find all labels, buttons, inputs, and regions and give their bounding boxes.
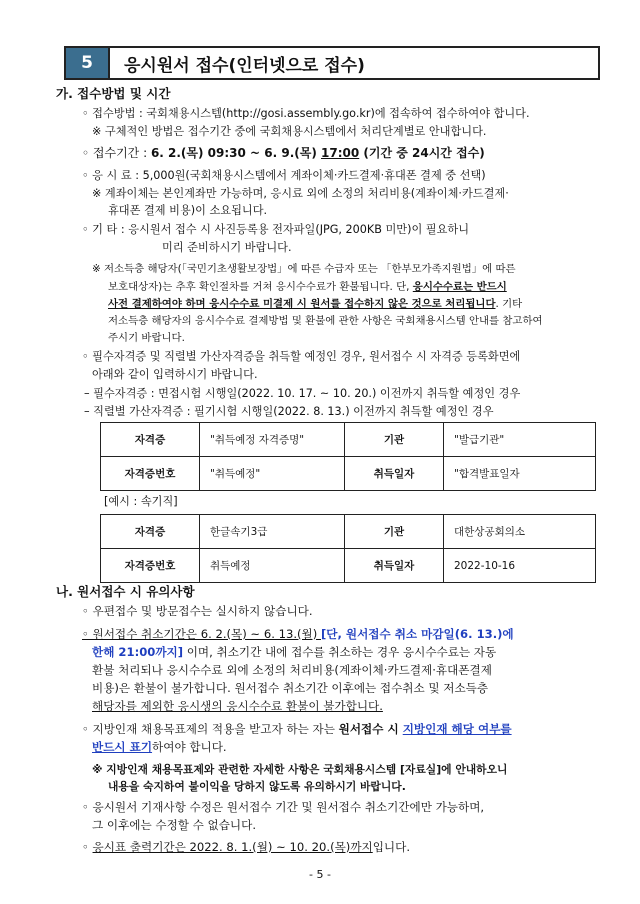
local-note-2: 내용을 숙지하여 불이익을 당하지 않도록 유의하시기 바랍니다.	[108, 780, 406, 793]
cert-line-2: 아래와 같이 입력하시기 바랍니다.	[92, 368, 258, 381]
section-title: 응시원서 접수(인터넷으로 접수)	[124, 55, 365, 76]
low-income-4: 저소득층 해당자의 응시수수료 결제방법 및 환불에 관한 사항은 국회채용시스템 안내를 참고하여	[108, 315, 543, 327]
table-row	[101, 515, 596, 549]
example-table	[100, 514, 596, 583]
method-line: ◦ 접수방법 : 국회채용시스템(http://gosi.assembly.go.kr)에 접속하여 접수하여야 합니다.	[82, 107, 530, 120]
fee-line: ◦ 응 시 료 : 5,000원(국회채용시스템에서 계좌이체·카드결제·휴대폰 결제 중 선택)	[82, 169, 486, 182]
local-line-1-text: ◦ 지방인재 채용목표제의 적용을 받고자 하는 자는	[82, 722, 339, 736]
table-cell: 대한상공회의소	[444, 515, 596, 549]
cancel-line-1	[82, 627, 514, 642]
table-cell: "합격발표일자	[444, 457, 596, 491]
print-bullet: ◦	[82, 840, 93, 854]
page-number: - 5 -	[309, 868, 331, 881]
cancel-deadline: [단, 원서접수 취소 마감일(6. 13.)에	[320, 627, 514, 641]
cancel-line-4: 비용)은 환불이 불가합니다. 원서접수 취소기간 이후에는 접수취소 및 저소득층	[92, 681, 489, 695]
table-row	[101, 457, 596, 491]
period-note: (기간 중 24시간 접수)	[359, 146, 485, 160]
table-cell: 취득일자	[345, 457, 444, 491]
heading-b: 나. 원서접수 시 유의사항	[56, 584, 195, 599]
table-cell: 한글속기3급	[200, 515, 345, 549]
low-income-1: ※ 저소득층 해당자(「국민기초생활보장법」에 따른 수급자 또는 「한부모가족지원법」에 따른	[92, 263, 516, 275]
cancel-line-3: 환불 처리되나 응시수수료 외에 소정의 처리비용(계좌이체·카드결제·휴대폰결제	[92, 663, 492, 677]
cancel-line-2	[92, 645, 496, 660]
table-cell: 2022-10-16	[444, 549, 596, 583]
table-cell: 취득예정	[200, 549, 345, 583]
edit-line-1: ◦ 응시원서 기재사항 수정은 원서접수 기간 및 원서접수 취소기간에만 가능하며,	[82, 800, 485, 814]
cancel-deadline-time: 한해 21:00까지]	[92, 645, 184, 659]
period-label: ◦ 접수기간 :	[82, 146, 151, 160]
cancel-period: ◦ 원서접수 취소기간은 6. 2.(목) ~ 6. 13.(월)	[82, 627, 321, 641]
etc-line-1: ◦ 기 타 : 응시원서 접수 시 사진등록용 전자파일(JPG, 200KB 미만)이 필요하니	[82, 223, 470, 236]
table-cell: 기관	[345, 515, 444, 549]
low-income-2-emph: 응시수수료는 반드시	[412, 281, 507, 293]
low-income-2-text: 보호대상자)는 추후 확인절차를 거쳐 응시수수료가 환불됩니다. 단,	[108, 281, 413, 293]
table-cell: 취득일자	[345, 549, 444, 583]
low-income-3-text: . 기타	[495, 298, 523, 310]
table-row	[101, 423, 596, 457]
local-line-1-bold: 원서접수 시	[338, 722, 403, 736]
section-header	[64, 46, 600, 80]
cert-line-1: ◦ 필수자격증 및 직렬별 가산자격증을 취득할 예정인 경우, 원서접수 시 자격증 등록화면에	[82, 350, 521, 363]
method-note: ※ 구체적인 방법은 접수기간 중에 국회채용시스템에서 처리단계별로 안내합니다.	[92, 125, 487, 138]
edit-line-2: 그 이후에는 수정할 수 없습니다.	[92, 818, 257, 832]
cancel-line-2-text: 이며, 취소기간 내에 접수를 취소하는 경우 응시수수료는 자동	[183, 645, 497, 659]
low-income-3-emph: 사전 결제하여야 하며 응시수수료 미결제 시 원서를 접수하지 않은 것으로 처리됩니다	[108, 298, 496, 310]
print-period: 응시표 출력기간은 2022. 8. 1.(월) ~ 10. 20.(목)까지	[92, 840, 373, 854]
cert-table	[100, 422, 596, 491]
local-line-2-emph: 반드시 표기	[92, 740, 153, 754]
local-note-1: ※ 지방인재 채용목표제와 관련한 자세한 사항은 국회채용시스템 [자료실]에 안내하오니	[92, 763, 508, 776]
cert-additional: – 직렬별 가산자격증 : 필기시험 시행일(2022. 8. 13.) 이전까지 취득할 예정인 경우	[84, 405, 494, 418]
table-cell: "취득예정 자격증명"	[200, 423, 345, 457]
cert-required: – 필수자격증 : 면접시험 시행일(2022. 10. 17. ~ 10. 20.) 이전까지 취득할 예정인 경우	[84, 387, 521, 400]
table-cell: 자격증번호	[101, 549, 200, 583]
period-deadline: 17:00	[321, 146, 360, 160]
print-end: 입니다.	[372, 840, 411, 854]
cancel-line-5: 해당자를 제외한 응시생의 응시수수료 환불이 불가합니다.	[92, 699, 383, 713]
local-line-2	[92, 740, 227, 755]
table-cell: "발급기관"	[444, 423, 596, 457]
period-dates: 6. 2.(목) 09:30 ~ 6. 9.(목)	[150, 146, 322, 160]
table-cell: 자격증	[101, 423, 200, 457]
table-cell: 기관	[345, 423, 444, 457]
low-income-5: 주시기 바랍니다.	[108, 332, 185, 344]
table-cell: 자격증번호	[101, 457, 200, 491]
local-line-1-emph: 지방인재 해당 여부를	[402, 722, 512, 736]
mail-line: ◦ 우편접수 및 방문접수는 실시하지 않습니다.	[82, 604, 313, 618]
example-label: [예시 : 속기직]	[104, 495, 178, 508]
table-cell: 자격증	[101, 515, 200, 549]
local-line-1	[82, 722, 512, 737]
heading-a: 가. 접수방법 및 시간	[56, 86, 171, 101]
fee-note-1: ※ 계좌이체는 본인계좌만 가능하며, 응시료 외에 소정의 처리비용(계좌이체·카드결제·	[92, 187, 509, 200]
low-income-3	[108, 297, 522, 312]
local-line-2-text: 하여야 합니다.	[152, 740, 227, 754]
section-number: 5	[66, 48, 110, 78]
fee-note-2: 휴대폰 결제 비용)이 소요됩니다.	[108, 204, 268, 217]
low-income-2	[108, 280, 507, 295]
table-row	[101, 549, 596, 583]
etc-line-2: 미리 준비하시기 바랍니다.	[162, 241, 292, 254]
print-line	[82, 840, 410, 855]
table-cell: "취득예정"	[200, 457, 345, 491]
period-line	[82, 146, 485, 161]
